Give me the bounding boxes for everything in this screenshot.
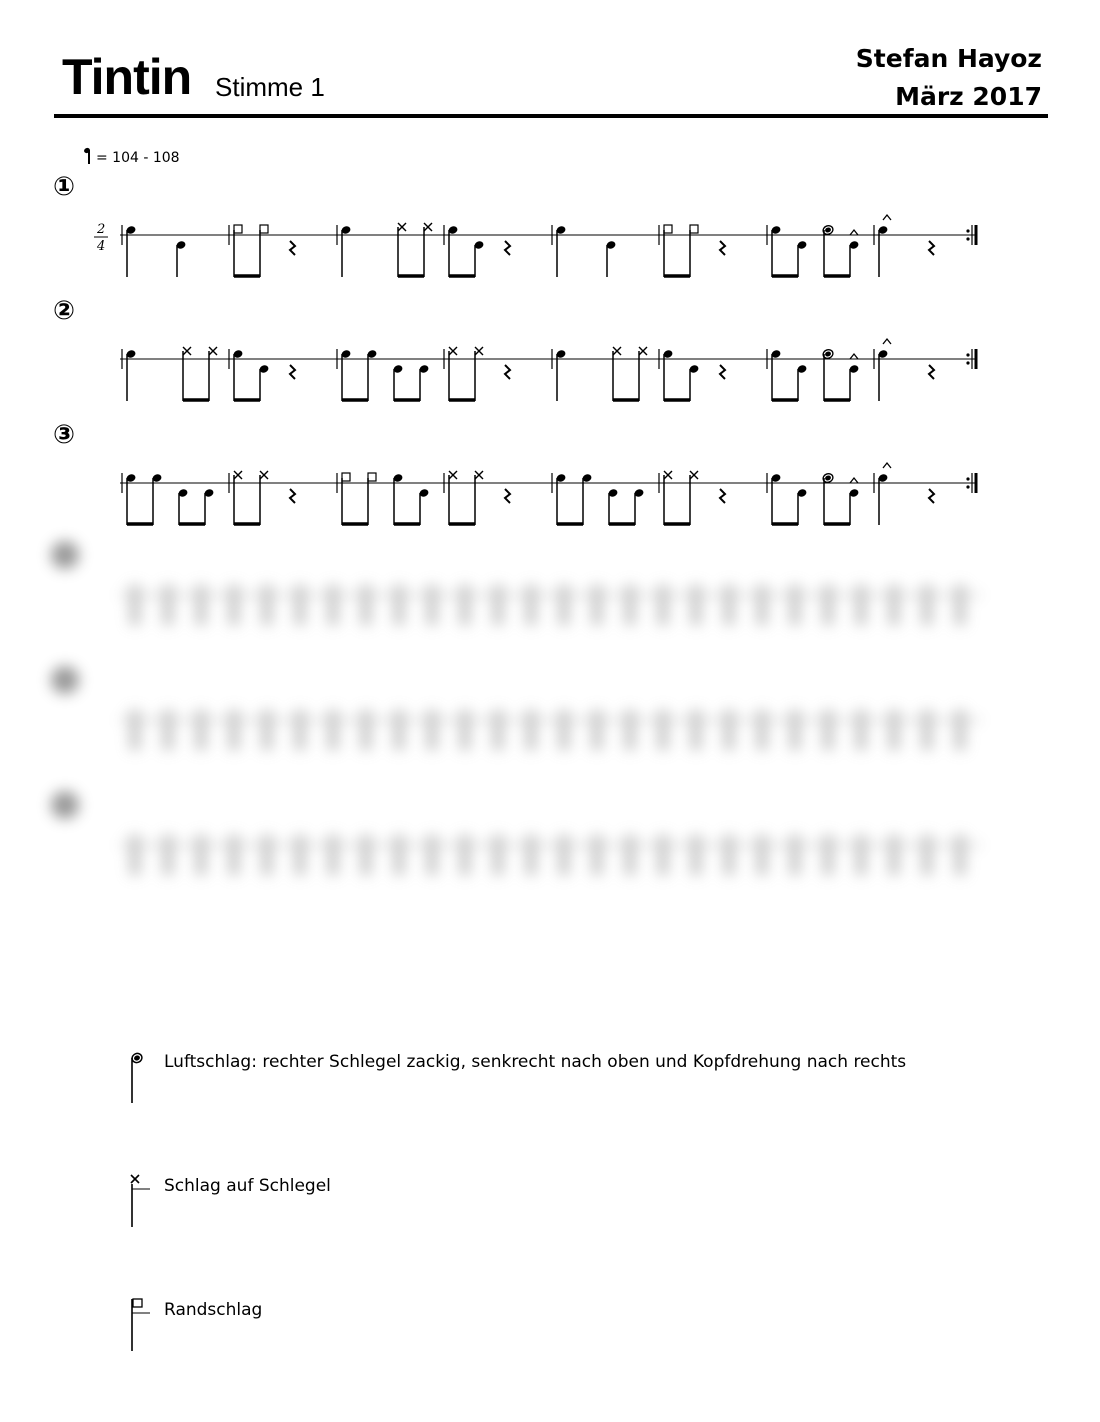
repeat-dot: [966, 237, 969, 240]
blurred-section-number: [51, 666, 79, 694]
quarter-rest: [720, 365, 725, 379]
quarter-rest: [720, 489, 725, 503]
blurred-note: [130, 835, 140, 875]
air-stroke-icon: [125, 1048, 155, 1108]
blurred-note: [625, 585, 635, 625]
blurred-note: [592, 710, 602, 750]
blurred-note: [922, 835, 932, 875]
quarter-rest: [290, 489, 295, 503]
blurred-section-number: [51, 541, 79, 569]
blurred-note: [922, 710, 932, 750]
blurred-note: [955, 585, 965, 625]
quarter-rest: [505, 365, 510, 379]
blurred-note: [427, 585, 437, 625]
blurred-note: [592, 835, 602, 875]
repeat-dot: [966, 229, 969, 232]
blurred-note: [823, 835, 833, 875]
staff-section-3: [0, 448, 1100, 548]
section-number-2: ②: [52, 296, 75, 326]
quarter-rest: [929, 241, 934, 255]
blurred-note: [658, 585, 668, 625]
composer-name: Stefan Hayoz: [855, 44, 1042, 73]
section-number-3: ③: [52, 420, 75, 450]
blurred-note: [163, 835, 173, 875]
blurred-note: [757, 585, 767, 625]
blurred-note: [295, 585, 305, 625]
quarter-rest: [505, 241, 510, 255]
rim-head: [234, 225, 242, 233]
blurred-note: [493, 585, 503, 625]
rim-head: [368, 473, 376, 481]
blurred-note: [394, 835, 404, 875]
rim-head: [690, 225, 698, 233]
blurred-note: [130, 710, 140, 750]
blurred-note: [295, 710, 305, 750]
blurred-note: [691, 585, 701, 625]
blurred-note: [955, 710, 965, 750]
accent-mark: [883, 463, 891, 468]
blurred-note: [889, 710, 899, 750]
blurred-note: [592, 585, 602, 625]
blurred-note: [328, 835, 338, 875]
blurred-note: [262, 710, 272, 750]
repeat-dot: [966, 353, 969, 356]
blurred-note: [328, 710, 338, 750]
blurred-note: [790, 710, 800, 750]
blurred-note: [889, 585, 899, 625]
quarter-rest: [929, 365, 934, 379]
blurred-note: [658, 710, 668, 750]
staff-section-2: [0, 324, 1100, 424]
accent-mark: [850, 478, 858, 483]
rim-head: [260, 225, 268, 233]
staff-section-1: [0, 200, 1100, 300]
blurred-note: [493, 835, 503, 875]
accent-mark: [883, 339, 891, 344]
blurred-note: [163, 585, 173, 625]
blurred-note: [823, 710, 833, 750]
blurred-note: [229, 710, 239, 750]
blurred-note: [856, 710, 866, 750]
blurred-note: [757, 835, 767, 875]
blurred-note: [790, 585, 800, 625]
quarter-rest: [290, 241, 295, 255]
blurred-note: [691, 710, 701, 750]
blurred-note: [427, 710, 437, 750]
blurred-note: [361, 835, 371, 875]
header-rule: [54, 114, 1048, 118]
page-title: Tintin: [62, 49, 192, 105]
blurred-note: [559, 835, 569, 875]
tempo-quarter-note-icon: [88, 150, 90, 164]
blurred-note: [790, 835, 800, 875]
blurred-note: [196, 585, 206, 625]
quarter-rest: [929, 489, 934, 503]
blurred-note: [196, 835, 206, 875]
accent-mark: [883, 215, 891, 220]
blurred-note: [295, 835, 305, 875]
blurred-note: [493, 710, 503, 750]
blurred-section-number: [51, 791, 79, 819]
blurred-note: [691, 835, 701, 875]
section-number-1: ①: [52, 172, 75, 202]
blurred-sections: [40, 535, 1060, 930]
page-subtitle: Stimme 1: [215, 72, 325, 102]
blurred-note: [460, 585, 470, 625]
blurred-note: [130, 585, 140, 625]
tempo-marking: = 104 - 108: [96, 150, 180, 166]
quarter-rest: [720, 241, 725, 255]
quarter-rest: [290, 365, 295, 379]
rim-shot-icon: [125, 1296, 155, 1356]
repeat-dot: [966, 477, 969, 480]
blurred-note: [361, 710, 371, 750]
blurred-note: [229, 585, 239, 625]
composition-date: März 2017: [895, 82, 1042, 111]
blurred-note: [460, 835, 470, 875]
blurred-note: [163, 710, 173, 750]
blurred-note: [229, 835, 239, 875]
blurred-note: [328, 585, 338, 625]
blurred-note: [955, 835, 965, 875]
repeat-dot: [966, 361, 969, 364]
legend-text-stick-on-stick: Schlag auf Schlegel: [164, 1176, 331, 1196]
blurred-note: [856, 835, 866, 875]
rim-head: [342, 473, 350, 481]
blurred-note: [526, 710, 536, 750]
blurred-note: [724, 835, 734, 875]
blurred-note: [559, 585, 569, 625]
blurred-note: [658, 835, 668, 875]
blurred-note: [262, 835, 272, 875]
blurred-note: [460, 710, 470, 750]
repeat-dot: [966, 485, 969, 488]
accent-mark: [850, 230, 858, 235]
rim-head: [664, 225, 672, 233]
blurred-note: [394, 710, 404, 750]
blurred-note: [823, 585, 833, 625]
blurred-note: [856, 585, 866, 625]
time-signature-top: 2: [97, 222, 106, 237]
blurred-note: [724, 585, 734, 625]
blurred-note: [394, 585, 404, 625]
blurred-note: [724, 710, 734, 750]
legend-text-air-stroke: Luftschlag: rechter Schlegel zackig, senkrecht nach oben und Kopfdrehung nach rechts: [164, 1052, 907, 1072]
time-signature-bottom: 4: [97, 239, 106, 254]
blurred-note: [526, 835, 536, 875]
blurred-note: [757, 710, 767, 750]
blurred-note: [427, 835, 437, 875]
quarter-rest: [505, 489, 510, 503]
blurred-note: [196, 710, 206, 750]
accent-mark: [850, 354, 858, 359]
stick-on-stick-icon: [125, 1172, 155, 1232]
time-signature: [0, 220, 130, 260]
blurred-note: [559, 710, 569, 750]
blurred-note: [361, 585, 371, 625]
blurred-note: [625, 835, 635, 875]
blurred-note: [889, 835, 899, 875]
blurred-note: [625, 710, 635, 750]
blurred-note: [526, 585, 536, 625]
blurred-note: [262, 585, 272, 625]
blurred-note: [922, 585, 932, 625]
legend-text-rim-shot: Randschlag: [164, 1300, 263, 1320]
